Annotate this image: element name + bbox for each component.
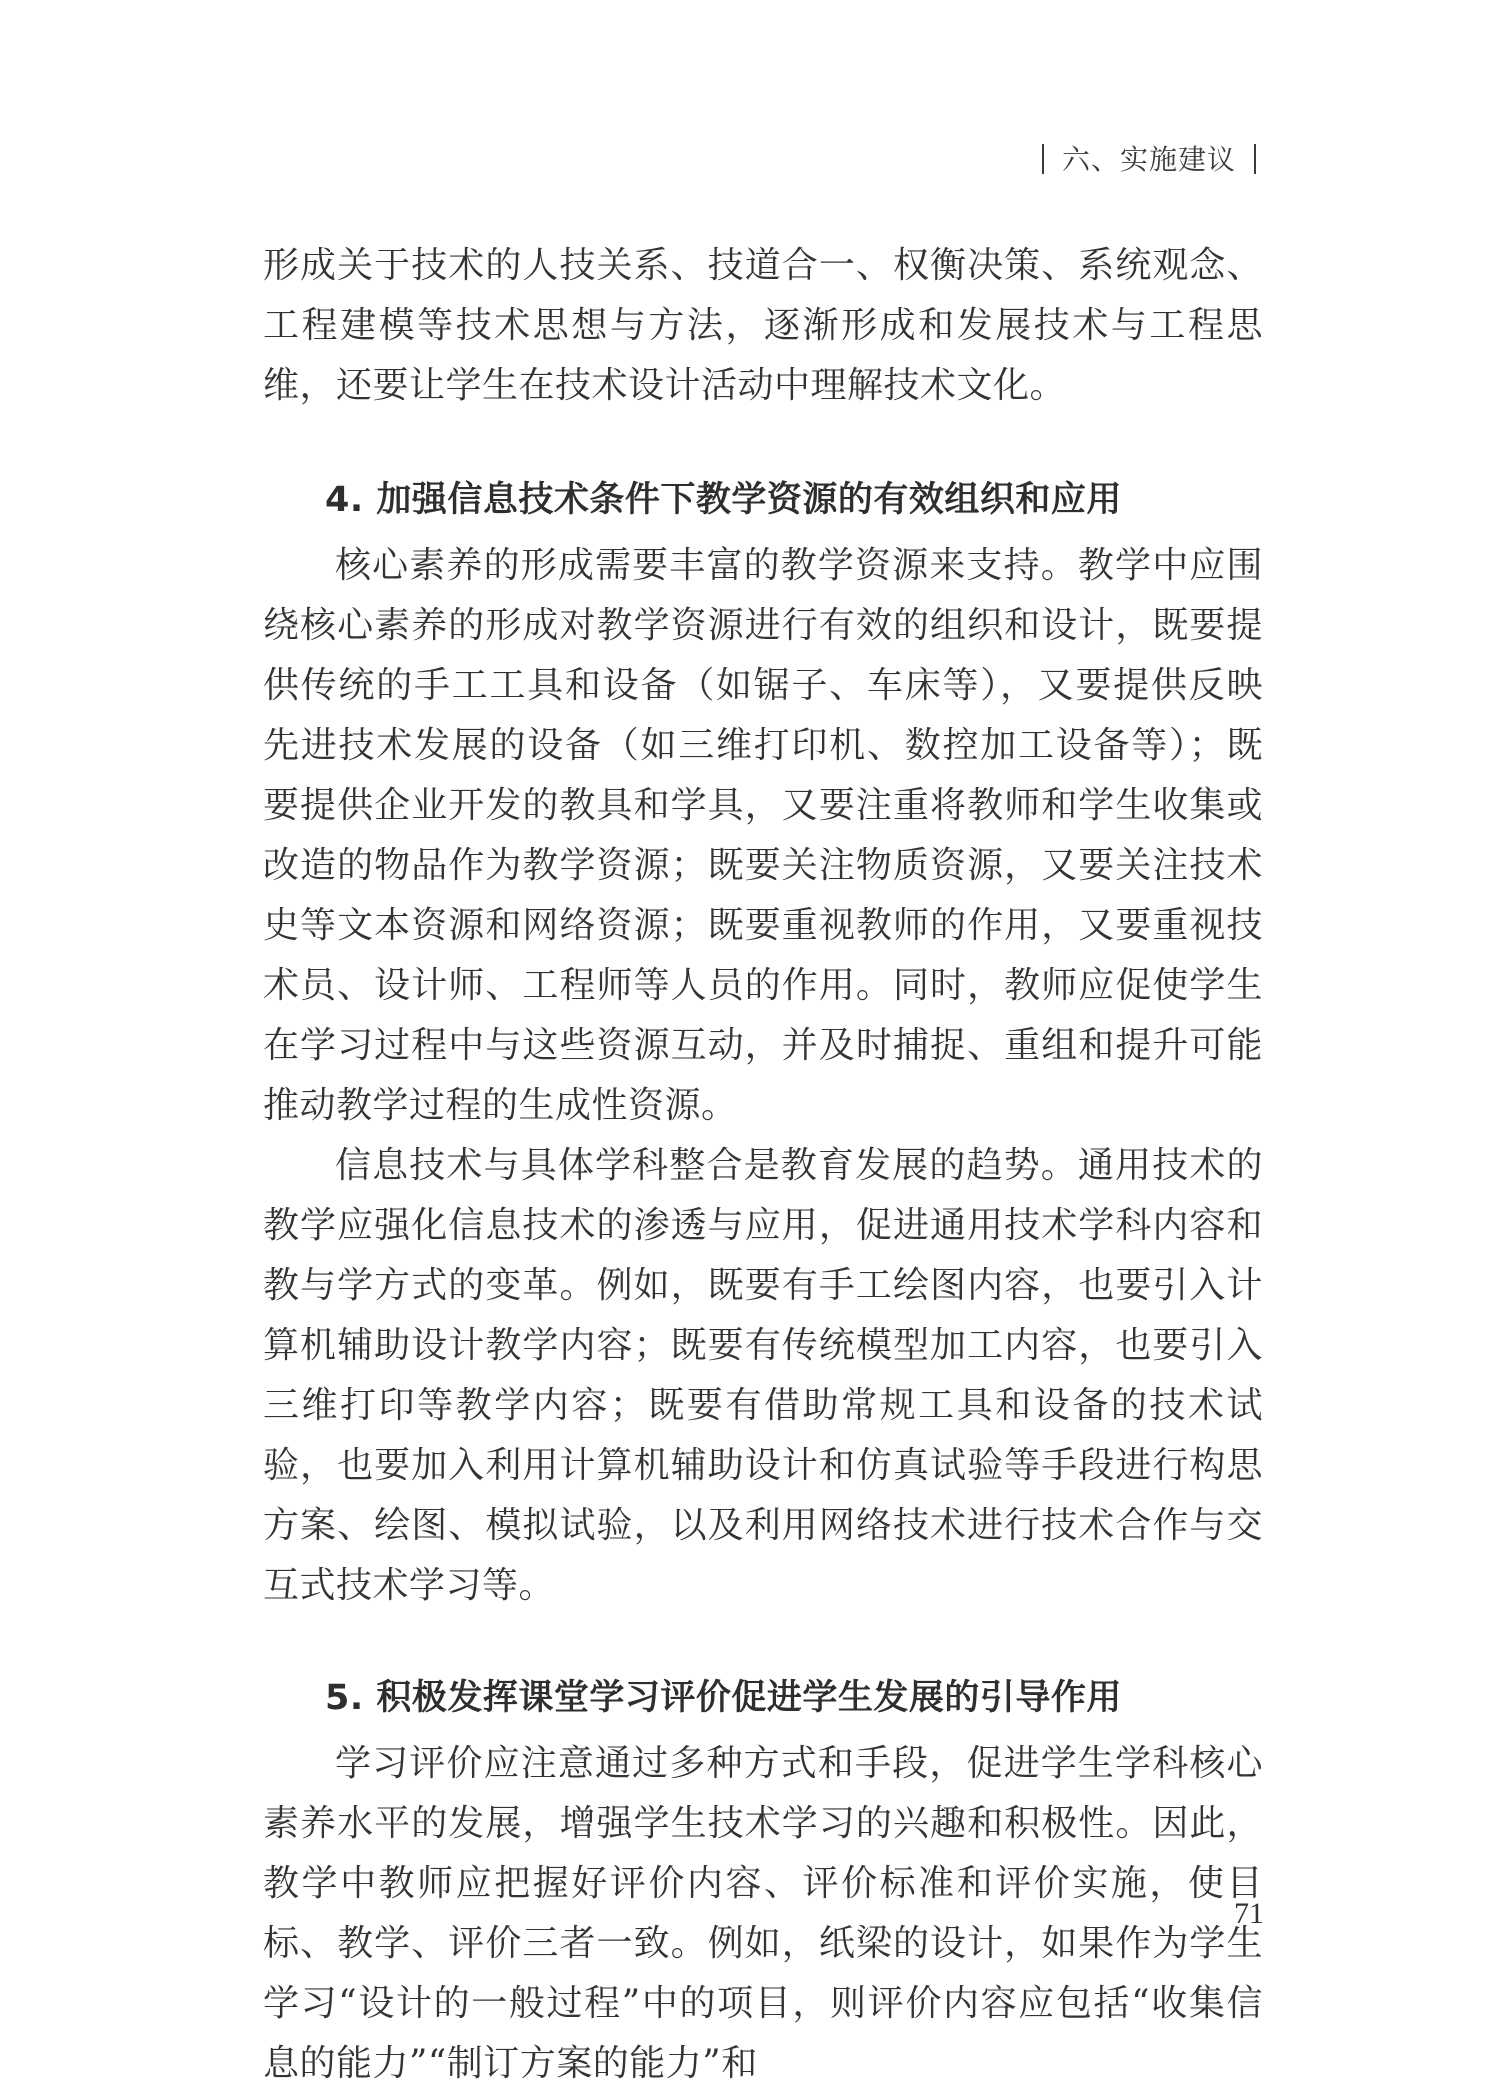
chapter-title: 六、实施建议 bbox=[1061, 143, 1236, 176]
intro-paragraph: 形成关于技术的人技关系、技道合一、权衡决策、系统观念、工程建模等技术思想与方法，逐渐形成和发展技术与工程思维，还要让学生在技术设计活动中理解技术文化。 bbox=[263, 245, 1263, 406]
section-5-heading: 5. 积极发挥课堂学习评价促进学生发展的引导作用 bbox=[325, 1678, 1122, 1718]
header-divider-left bbox=[1042, 144, 1044, 174]
page-number: 71 bbox=[1234, 1897, 1264, 1930]
section-5-paragraph-1: 学习评价应注意通过多种方式和手段，促进学生学科核心素养水平的发展，增强学生技术学习的兴趣和积极性。因此，教学中教师应把握好评价内容、评价标准和评价实施，使目标、教学、评价三者一致。例如，纸梁的设计，如果作为学生学习“设计的一般过程”中的项目，则评价内容应包括“收集信息的能力”“制订方案的能力”和 bbox=[263, 1743, 1263, 2084]
header-divider-right bbox=[1254, 144, 1256, 174]
section-4-heading: 4. 加强信息技术条件下教学资源的有效组织和应用 bbox=[325, 480, 1122, 520]
page-body bbox=[263, 236, 1263, 2094]
section-4-paragraph-1: 核心素养的形成需要丰富的教学资源来支持。教学中应围绕核心素养的形成对教学资源进行有效的组织和设计，既要提供传统的手工工具和设备（如锯子、车床等），又要提供反映先进技术发展的设备（如三维打印机、数控加工设备等）；既要提供企业开发的教具和学具，又要注重将教师和学生收集或改造的物品作为教学资源；既要关注物质资源，又要关注技术史等文本资源和网络资源；既要重视教师的作用，又要重视技术员、设计师、工程师等人员的作用。同时，教师应促使学生在学习过程中与这些资源互动，并及时捕捉、重组和提升可能推动教学过程的生成性资源。 bbox=[263, 545, 1263, 1126]
section-4-paragraph-2: 信息技术与具体学科整合是教育发展的趋势。通用技术的教学应强化信息技术的渗透与应用，促进通用技术学科内容和教与学方式的变革。例如，既要有手工绘图内容，也要引入计算机辅助设计教学内容；既要有传统模型加工内容，也要引入三维打印等教学内容；既要有借助常规工具和设备的技术试验，也要加入利用计算机辅助设计和仿真试验等手段进行构思方案、绘图、模拟试验，以及利用网络技术进行技术合作与交互式技术学习等。 bbox=[263, 1145, 1263, 1606]
running-header bbox=[1024, 138, 1274, 178]
